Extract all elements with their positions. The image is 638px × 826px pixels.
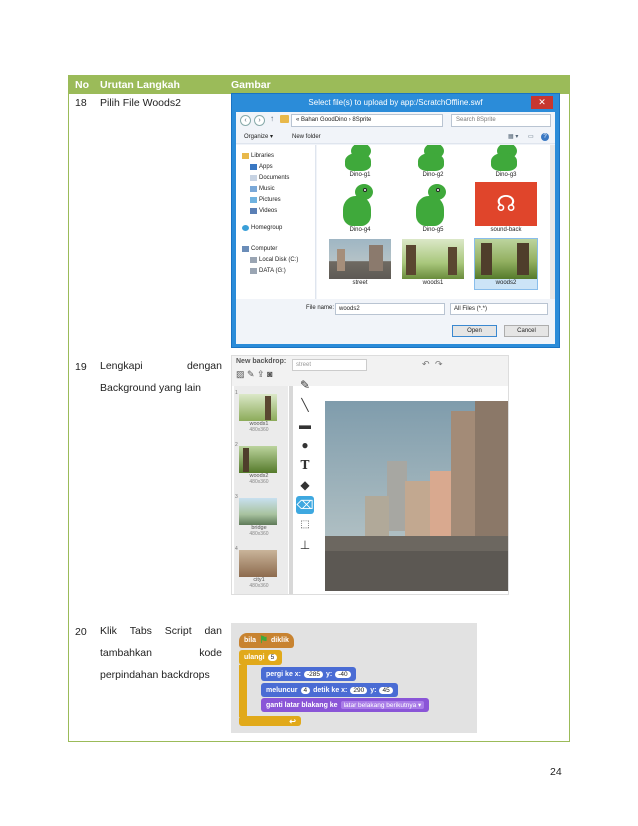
search-input[interactable]: Search 8Sprite	[451, 114, 551, 127]
nav-item-pictures[interactable]: Pictures	[250, 197, 281, 203]
nav-item-apps[interactable]: Apps	[250, 164, 273, 170]
loop-arrow-icon: ↩	[289, 716, 296, 726]
glide-block[interactable]: meluncur 4 detik ke x: 290 y: 45	[261, 683, 398, 697]
folder-icon	[280, 115, 289, 123]
help-icon[interactable]: ?	[541, 133, 549, 141]
woods-thumbnail	[475, 239, 537, 279]
undo-icon[interactable]: ↶	[422, 359, 430, 369]
stamp-icon[interactable]: ⊥	[299, 538, 311, 552]
ellipse-icon[interactable]: ●	[301, 438, 309, 452]
glide-secs-input[interactable]: 4	[301, 687, 311, 694]
goto-y-input[interactable]: -40	[335, 671, 350, 678]
file-item[interactable]: Dino-g5	[402, 182, 464, 233]
file-item[interactable]: woods1	[402, 239, 464, 286]
green-flag-icon: ⚑	[259, 635, 269, 646]
backdrop-item[interactable]: 1 woods1 480x360	[239, 394, 279, 433]
dino-thumbnail	[402, 145, 464, 171]
close-button[interactable]: ✕	[531, 96, 553, 109]
open-button[interactable]: Open	[452, 325, 497, 337]
word: dan	[204, 625, 222, 637]
word: tambahkan	[100, 647, 152, 659]
view-icon[interactable]: ▦ ▾	[508, 134, 519, 140]
library-icon	[242, 153, 249, 159]
pictures-icon	[250, 197, 257, 203]
row-step-text: Pilih File Woods2	[100, 97, 181, 109]
computer-icon	[242, 246, 249, 252]
nav-item-data-drive[interactable]: DATA (G:)	[250, 268, 286, 274]
nav-item-local-disk[interactable]: Local Disk (C:)	[250, 257, 298, 263]
word: kode	[199, 647, 222, 659]
header-image: Gambar	[231, 79, 271, 91]
file-item-selected[interactable]: woods2	[475, 239, 537, 289]
nav-item-computer[interactable]: Computer	[242, 246, 277, 252]
repeat-block-end	[239, 716, 301, 726]
paint-toolbar	[232, 356, 508, 386]
music-icon	[250, 186, 257, 192]
street-thumbnail	[329, 239, 391, 279]
row-number: 18	[75, 97, 87, 109]
nav-item-libraries[interactable]: Libraries	[242, 153, 274, 159]
woods-thumbnail	[239, 446, 277, 473]
file-item[interactable]: ☊ sound-back	[475, 182, 537, 233]
file-list	[317, 145, 550, 299]
redo-icon[interactable]: ↷	[435, 359, 443, 369]
woods-thumbnail	[239, 394, 277, 421]
select-icon[interactable]: ⬚	[300, 519, 310, 530]
repeat-count-input[interactable]: 5	[268, 654, 278, 661]
dino-thumbnail	[402, 182, 464, 226]
backdrop-list	[234, 386, 288, 594]
nav-item-documents[interactable]: Documents	[250, 175, 289, 181]
dino-thumbnail	[329, 145, 391, 171]
woods-thumbnail	[402, 239, 464, 279]
backdrop-source-icons[interactable]: ▨ ✎ ⇪ ◙	[236, 369, 273, 379]
repeat-block-arm	[239, 665, 247, 717]
scrollbar[interactable]	[550, 145, 555, 299]
backdrop-item[interactable]: 3 bridge 480x360	[239, 498, 279, 537]
file-dialog	[231, 93, 560, 348]
word: Script	[164, 625, 192, 637]
rectangle-icon[interactable]: ▬	[299, 418, 311, 432]
back-arrow-icon[interactable]: ‹	[240, 115, 251, 126]
new-folder-button[interactable]: New folder	[292, 134, 321, 140]
dialog-body	[236, 112, 555, 344]
backdrop-list-scrollbar[interactable]	[289, 386, 293, 594]
drive-icon	[250, 257, 257, 263]
step-line: Background yang lain	[100, 382, 201, 394]
new-backdrop-label: New backdrop:	[236, 358, 287, 365]
pane-icon[interactable]: ▭	[528, 134, 534, 140]
up-arrow-icon[interactable]: ↑	[270, 114, 274, 123]
file-name-label: File name:	[306, 305, 335, 311]
text-icon[interactable]: T	[300, 458, 310, 472]
backdrop-dropdown[interactable]: latar belakang berikutnya ▾	[341, 701, 425, 709]
apps-icon	[250, 164, 257, 170]
cancel-button[interactable]: Cancel	[504, 325, 549, 337]
paint-editor	[231, 355, 509, 595]
backdrop-item[interactable]: 4 city1 480x360	[239, 550, 279, 589]
forward-arrow-icon[interactable]: ›	[254, 115, 265, 126]
street-backdrop-image	[325, 401, 508, 591]
row-number: 20	[75, 626, 87, 638]
drive-icon	[250, 268, 257, 274]
row-step-text	[100, 620, 222, 686]
word: dengan	[186, 360, 222, 372]
step-line: perpindahan backdrops	[100, 669, 210, 681]
word: Lengkapi	[100, 360, 143, 372]
headphones-icon: ☊	[475, 182, 537, 226]
dino-thumbnail	[475, 145, 537, 171]
file-name-input[interactable]: woods2	[335, 303, 445, 315]
word: Klik	[100, 625, 117, 637]
row-step-text	[100, 355, 222, 399]
goto-x-input[interactable]: -285	[304, 671, 323, 678]
script-area	[231, 623, 477, 733]
dialog-toolbar	[236, 130, 555, 144]
brush-icon[interactable]: ✎	[299, 378, 311, 392]
homegroup-icon	[242, 225, 249, 231]
line-icon[interactable]: ╲	[301, 398, 309, 412]
file-item[interactable]: Dino-g1	[329, 145, 391, 178]
file-item[interactable]: Dino-g3	[475, 145, 537, 178]
nav-item-homegroup[interactable]: Homegroup	[242, 225, 282, 231]
eraser-icon[interactable]: ⌫	[296, 498, 314, 512]
page-number: 24	[550, 766, 562, 778]
paint-tools	[294, 374, 316, 550]
glide-y-input[interactable]: 45	[379, 687, 392, 694]
file-item[interactable]: Dino-g2	[402, 145, 464, 178]
file-type-select[interactable]: All Files (*.*)	[450, 303, 548, 315]
backdrop-name-input[interactable]: street	[292, 359, 367, 371]
switch-backdrop-block[interactable]: ganti latar blakang ke latar belakang berikutnya ▾	[261, 698, 429, 712]
nav-item-videos[interactable]: Videos	[250, 208, 277, 214]
file-name-row	[236, 302, 555, 318]
file-item[interactable]: Dino-g4	[329, 182, 391, 233]
repeat-block[interactable]: ulangi 5	[239, 650, 282, 665]
bridge-thumbnail	[239, 498, 277, 525]
row-number: 19	[75, 361, 87, 373]
header-no: No	[75, 79, 89, 91]
dialog-title: Select file(s) to upload by app:/ScratchOffline.swf	[308, 98, 483, 107]
backdrop-item[interactable]: 2 woods2 480x360	[239, 446, 279, 485]
fill-icon[interactable]: ◆	[300, 478, 310, 492]
city-thumbnail	[239, 550, 277, 577]
header-step: Urutan Langkah	[100, 79, 180, 91]
nav-item-music[interactable]: Music	[250, 186, 275, 192]
navigation-pane	[236, 145, 316, 299]
when-flag-clicked-block[interactable]: bila ⚑ diklik	[239, 633, 294, 648]
documents-icon	[250, 175, 257, 181]
address-bar[interactable]: « Bahan GoodDino › 8Sprite	[291, 114, 443, 127]
organize-button[interactable]: Organize ▾	[244, 134, 274, 140]
glide-x-input[interactable]: 290	[350, 687, 367, 694]
word: Tabs	[129, 625, 152, 637]
address-row	[236, 112, 555, 129]
videos-icon	[250, 208, 257, 214]
goto-xy-block[interactable]: pergi ke x: -285 y: -40	[261, 667, 356, 681]
dino-thumbnail	[329, 182, 391, 226]
file-item[interactable]: street	[329, 239, 391, 286]
paint-canvas[interactable]	[325, 401, 508, 591]
